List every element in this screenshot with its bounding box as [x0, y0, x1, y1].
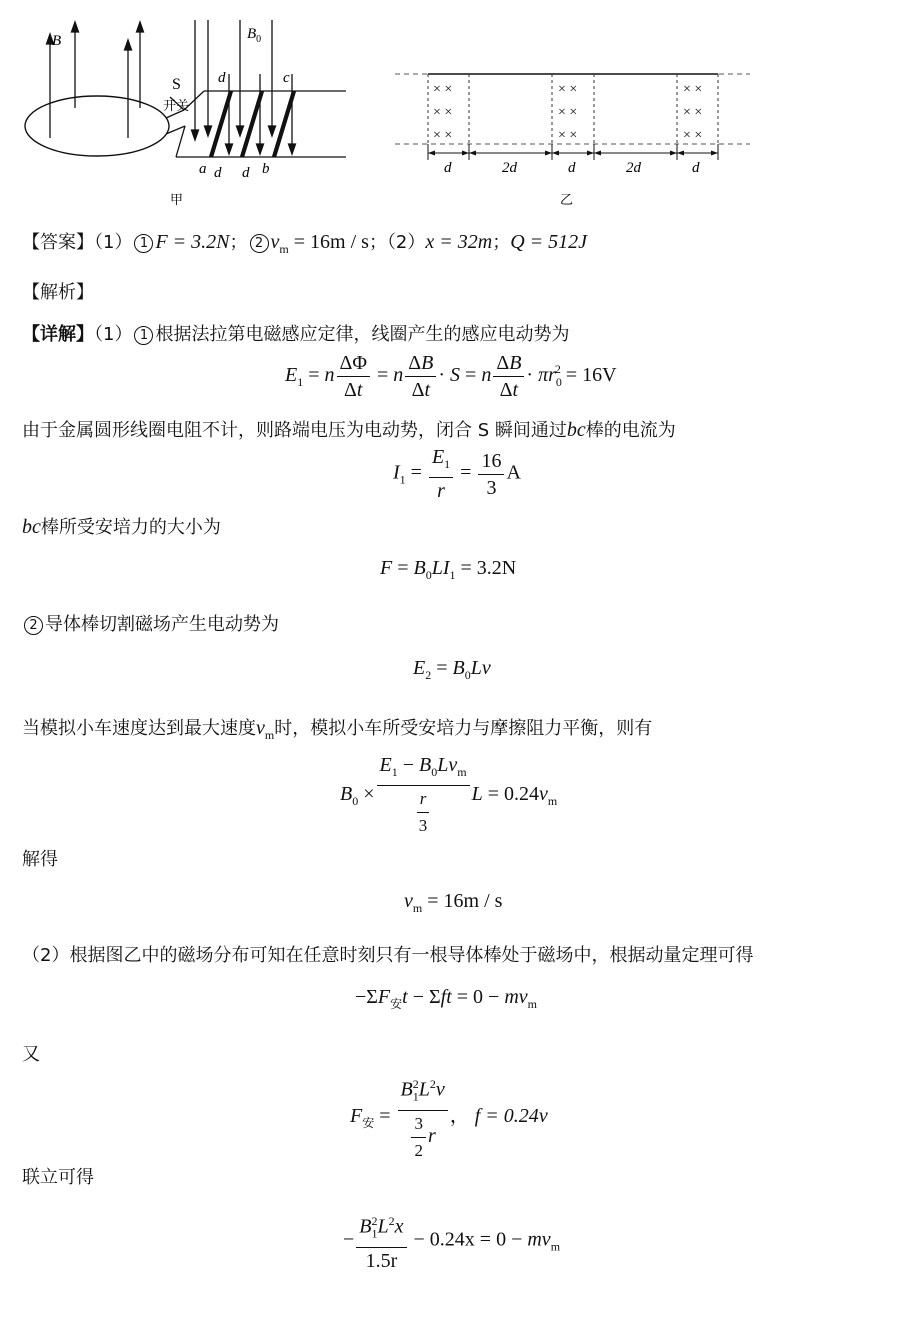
rod-label-b: b	[262, 161, 270, 177]
equation-1: $E_1 = n$ $\frac{\Delta\Phi}{\Delta t}$ = n $\frac{\Delta B}{\Delta t}$ · S = n $\frac{\Delta B}{\Delta t}$ · $\pi r_0^2 = 16V$	[285, 352, 617, 401]
switch-name: 开关	[163, 99, 190, 114]
svg-text:× ×: × ×	[433, 105, 453, 120]
rod-label-a: a	[199, 161, 207, 177]
dim-label-1: d	[444, 160, 452, 176]
rods	[211, 91, 294, 157]
detail-line-9: 联立可得	[22, 1167, 94, 1188]
field-b-label: B	[52, 33, 62, 49]
coil-loop	[25, 96, 169, 156]
answer-x: x = 32m	[425, 231, 493, 253]
figure-yi	[395, 74, 750, 208]
equation-4: $E_2 = B_0Lv$	[413, 657, 491, 682]
rod-label-d-top: d	[218, 70, 226, 86]
field-b0-label: $B_0$	[247, 26, 262, 45]
answer-Q: Q = 512J	[510, 231, 588, 253]
detail-line-6: 解得	[22, 849, 58, 870]
detail-line-8: 又	[22, 1044, 40, 1065]
detail-line-5: 当模拟小车速度达到最大速度$v_m$时，模拟小车所受安培力与摩擦阻力平衡，则有	[22, 717, 653, 742]
detail-line-1: 【详解】（1） 1 根据法拉第电磁感应定律，线圈产生的感应电动势为	[22, 324, 570, 345]
circled-1: 1	[134, 234, 153, 253]
caption-yi: 乙	[560, 193, 574, 208]
answer-vm: $v_m = 16m / s$	[270, 231, 369, 256]
svg-text:× ×: × ×	[683, 82, 703, 97]
detail-line-2: 由于金属圆形线圈电阻不计，则路端电压为电动势，闭合 S 瞬间通过bc棒的电流为	[22, 419, 676, 441]
analysis-tag: 【解析】	[22, 282, 94, 303]
rod-label-c: c	[283, 70, 290, 86]
field-crosses	[433, 82, 702, 143]
detail-tag: 【详解】	[22, 324, 94, 345]
caption-jia: 甲	[170, 193, 184, 208]
equation-3: $F = B_0LI_1 = 3.2N$	[380, 557, 517, 582]
equation-8: $F_安$ = $B_1^2L^2v$ $\frac{3}{2}$ r ， f = 0.24v	[350, 1073, 548, 1162]
circled-2: 2	[250, 234, 269, 253]
rod-label-d2: d	[242, 165, 250, 181]
equation-9: − $\frac{B_1^2L^2x}{1.5r}$ − $0.24x = 0 - mv_m$	[343, 1210, 560, 1272]
equation-7: $-\Sigma F_安t - \Sigma ft = 0 - mv_m$	[355, 986, 537, 1011]
svg-text:× ×: × ×	[433, 128, 453, 143]
answer-tag: 【答案】	[22, 232, 94, 253]
switch-label: S	[172, 76, 181, 93]
equation-6: $v_m = 16m / s$	[404, 890, 503, 915]
detail-line-4: 2 导体棒切割磁场产生电动势为	[22, 610, 279, 636]
equation-2: $I_1$ = $\frac{E_1}{r}$ = $\frac{16}{3}$ A	[393, 446, 521, 502]
svg-text:× ×: × ×	[683, 105, 703, 120]
figure-jia	[0, 0, 900, 215]
equation-5: $B_0$ × $\frac{E_1 - B_0Lv_m}{\frac{r}{3}}$ $L = 0.24v_m$	[340, 754, 558, 835]
rod-label-d1: d	[214, 165, 222, 181]
dim-label-5: d	[692, 160, 700, 176]
answer-line: 【答案】（1） 1 F = 3.2N； 2 $v_m = 16m / s$；（2）x = 32m；Q = 512J	[22, 231, 588, 256]
dim-label-3: d	[568, 160, 576, 176]
svg-text:× ×: × ×	[558, 82, 578, 97]
svg-text:× ×: × ×	[558, 105, 578, 120]
svg-text:× ×: × ×	[558, 128, 578, 143]
detail-line-3: bc棒所受安培力的大小为	[22, 516, 221, 538]
dim-label-2: 2d	[502, 160, 517, 176]
svg-text:× ×: × ×	[683, 128, 703, 143]
detail-line-7: （2）根据图乙中的磁场分布可知在任意时刻只有一根导体棒处于磁场中，根据动量定理可得	[22, 945, 754, 966]
svg-text:× ×: × ×	[433, 82, 453, 97]
answer-F: F = 3.2N	[155, 231, 230, 253]
dim-label-4: 2d	[626, 160, 641, 176]
